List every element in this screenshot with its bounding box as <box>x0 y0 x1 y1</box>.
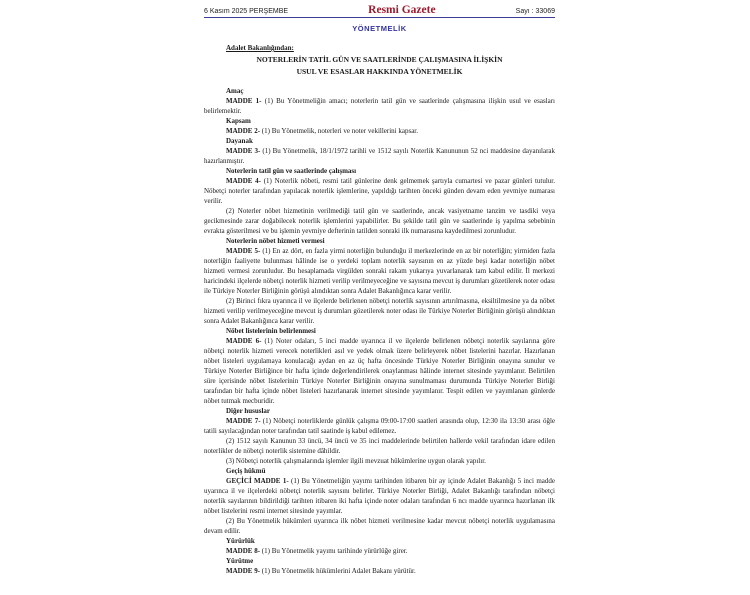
section-heading: Dayanak <box>226 137 253 145</box>
article-number: GEÇİCİ MADDE 1- <box>226 477 289 485</box>
article-paragraph <box>204 476 555 516</box>
article-text: (1) Noter odaları, 5 inci madde uyarınca il ve ilçelerde belirlenen nöbetçi noterlik sayılarına göre nöbetçi noterlik hizmeti verecek noterlikleri asıl ve yedek olmak üzere belirleyerek nöbet listelerini hazırlar. Hazırlanan nöbet listeleri uygulamaya konulacağı aydan en az üç hafta öncesinde Türkiye Noterler Birliğinin onayına sunulur ve Türkiye Noterler Birliğince bir hafta içinde değerlendirilerek onaylanması hâlinde internet sitesinde yayımlanır. Belirtilen süre içerisinde nöbet listelerinin Türkiye Noterler Birliğinin onayına sunulmaması durumunda Türkiye Noterler Birliği tarafından bir hafta içinde nöbet listeleri hazırlanarak internet sitesinde yayımlanır. Tespit edilen ve yayımlanan günlerde nöbet tutmak mecburidir. <box>204 337 555 405</box>
article-paragraph <box>204 436 555 456</box>
article-text: (1) Bu Yönetmelik, 18/1/1972 tarihli ve 1512 sayılı Noterlik Kanununun 52 nci maddesine dayanılarak hazırlanmıştır. <box>204 147 556 165</box>
section-heading: Yürürlük <box>226 537 255 545</box>
article-paragraph <box>204 546 555 556</box>
article-number: MADDE 6- <box>226 337 262 345</box>
regulation-title <box>204 54 555 78</box>
article-text: (1) Bu Yönetmeliğin amacı; noterlerin tatil gün ve saatlerinde çalışmasına ilişkin usul ve esasları belirlemektir. <box>204 97 555 115</box>
section-heading: Yürütme <box>226 557 254 565</box>
section-heading: Amaç <box>226 87 244 95</box>
section-heading: Noterlerin nöbet hizmeti vermesi <box>226 237 325 245</box>
article-paragraph <box>204 126 555 136</box>
article-number: MADDE 3- <box>226 147 261 155</box>
gazette-date: 6 Kasım 2025 PERŞEMBE <box>204 8 289 15</box>
article-text: (1) Nöbetçi noterliklerde günlük çalışma 09:00-17:00 saatleri arasında olup, 12:30 ila 13:30 arası öğle tatili sayılacağından noter tarafından tatil saatinde iş kabul edilemez. <box>204 417 555 435</box>
article-number: MADDE 5- <box>226 247 261 255</box>
document-kind-label: YÖNETMELİK <box>352 24 407 33</box>
article-text: (1) Bu Yönetmeliğin yayımı tarihinden itibaren bir ay içinde Adalet Bakanlığı 5 inci madde uyarınca il ve ilçelerdeki nöbetçi noterlik sayısını belirler. Türkiye Noterler Birliği, Adalet Bakanlığı tarafından nöbetçi noterlik sayılarının bildirildiği tarihten itibaren iki hafta içinde noter odaları tarafından 6 ncı madde uyarınca hazırlanan ilk nöbet listelerini resmi internet sitesinde yayımlar. <box>204 477 555 515</box>
article-paragraph <box>204 246 555 296</box>
gazette-issue-number: Sayı : 33069 <box>515 8 555 15</box>
article-number: MADDE 2- <box>226 127 261 135</box>
article-paragraph <box>204 416 555 436</box>
article-paragraph <box>204 206 555 236</box>
article-number: MADDE 4- <box>226 177 261 185</box>
article-paragraph <box>204 146 555 166</box>
article-paragraph <box>204 176 555 206</box>
article-text: (2) Bu Yönetmelik hükümleri uyarınca ilk nöbet hizmeti verilmesine kadar mevcut nöbetçi noterlik uygulamasına devam edilir. <box>204 517 555 535</box>
document-body <box>204 86 555 576</box>
content-column <box>204 4 555 576</box>
section-heading: Geçiş hükmü <box>226 467 266 475</box>
article-text: (2) Noterler nöbet hizmetinin verilmediği tatil gün ve saatlerinde, ancak vasiyetname tanzim ve tasdiki veya gecikmesinde zarar doğabilecek noterlik işlemlerini yapabilirler. Bu şekilde tatil gün ve saatlerinde iş yapılma sebebinin evrakta gösterilmesi ve bu işlemin yevmiye defterinin tatilden sonraki ilk numarasına kaydedilmesi zorunludur. <box>204 207 555 235</box>
article-number: MADDE 7- <box>226 417 261 425</box>
section-heading: Noterlerin tatil gün ve saatlerinde çalışması <box>226 167 357 175</box>
section-heading: Diğer hususlar <box>226 407 271 415</box>
article-text: (2) 1512 sayılı Kanunun 33 üncü, 34 üncü ve 35 inci maddelerinde belirtilen hallerde vekil tarafından idare edilen noterlikler de nöbetçi noterlik sistemine dâhildir. <box>204 437 555 455</box>
article-text: (1) Bu Yönetmelik hükümlerini Adalet Bakanı yürütür. <box>260 567 416 575</box>
issuing-authority: Adalet Bakanlığından: <box>226 44 294 52</box>
article-paragraph <box>204 566 555 576</box>
article-text: (1) Bu Yönetmelik yayımı tarihinde yürürlüğe girer. <box>260 547 408 555</box>
article-number: MADDE 1- <box>226 97 262 105</box>
article-paragraph <box>204 336 555 406</box>
article-paragraph <box>204 96 555 116</box>
article-number: MADDE 9- <box>226 567 261 575</box>
regulation-title-line1: NOTERLERİN TATİL GÜN VE SAATLERİNDE ÇALIŞMASINA İLİŞKİN <box>256 55 503 64</box>
masthead-divider <box>204 17 555 18</box>
regulation-title-line2: USUL VE ESASLAR HAKKINDA YÖNETMELİK <box>296 67 463 76</box>
section-heading: Nöbet listelerinin belirlenmesi <box>226 327 316 335</box>
article-text: (1) Noterlik nöbeti, resmi tatil günlerine denk gelmemek şartıyla cumartesi ve pazar günleri tutulur. Nöbetçi noterler tarafından yapılacak noterlik işlemlerine, yapıldığı tarihten önceki günden devam eden yevmiye numarası verilir. <box>204 177 555 205</box>
article-paragraph <box>204 296 555 326</box>
article-paragraph <box>204 456 555 466</box>
article-paragraph <box>204 516 555 536</box>
gazette-masthead <box>204 4 555 16</box>
article-text: (2) Birinci fıkra uyarınca il ve ilçelerde belirlenen nöbetçi noterlik sayısının artırılmasına, eksiltilmesine ya da nöbet hizmeti verilip verilmeyeceğine mevcut iş durumları gözetilerek noter odası ile Türkiye Noterler Birliğinin görüşü alındıktan sonra Adalet Bakanlığınca karar verilir. <box>204 297 555 325</box>
article-text: (1) Bu Yönetmelik, noterleri ve noter vekillerini kapsar. <box>260 127 419 135</box>
article-number: MADDE 8- <box>226 547 261 555</box>
gazette-title: Resmi Gazete <box>368 4 436 16</box>
article-text: (1) En az dört, en fazla yirmi noterliğin bulunduğu il merkezlerinde en az bir noterliğin; yirmiden fazla noterliğin faaliyette bulunması hâlinde ise o yerdeki toplam noterlik sayısının en az yüzde beşi kadar noterliğin nöbet hizmeti vermesi zorunludur. Bu hesaplamada virgülden sonraki rakam yukarıya yuvarlanarak tam kabul edilir. İl merkezi haricindeki ilçelerde nöbetçi noterlik hizmeti verilip verilmeyeceğine ve sayısına mevcut iş durumları gözetilerek noter odası ile Türkiye Noterler Birliğinin görüşü alındıktan sonra Adalet Bakanlığınca karar verilir. <box>204 247 555 295</box>
section-heading: Kapsam <box>226 117 251 125</box>
article-text: (3) Nöbetçi noterlik çalışmalarında işlemler ilgili mevzuat hükümlerine uygun olarak yapılır. <box>226 457 486 465</box>
